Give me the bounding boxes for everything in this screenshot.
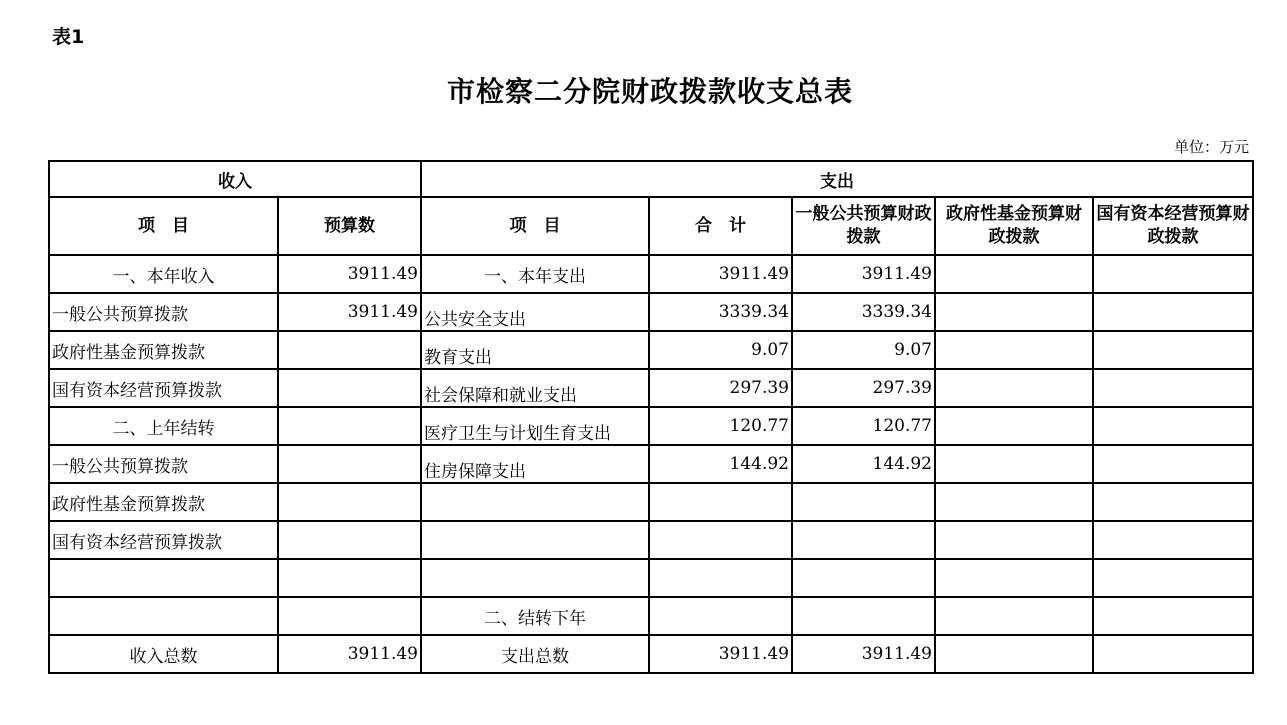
table-row xyxy=(49,597,1253,635)
gov-fund-cell xyxy=(935,483,1093,521)
income-amount-cell xyxy=(278,597,421,635)
income-item-cell: 政府性基金预算拨款 xyxy=(49,331,278,369)
general-budget-cell xyxy=(792,483,935,521)
income-item-cell xyxy=(49,597,278,635)
general-budget-cell xyxy=(792,521,935,559)
state-capital-cell xyxy=(1093,369,1253,407)
expense-total-cell xyxy=(649,483,792,521)
page-title: 市检察二分院财政拨款收支总表 xyxy=(446,75,853,108)
gov-fund-cell xyxy=(935,407,1093,445)
state-capital-cell xyxy=(1093,597,1253,635)
income-amount-cell xyxy=(278,407,421,445)
table-row xyxy=(49,445,1253,483)
general-budget-cell: 297.39 xyxy=(792,369,935,407)
header-row-columns xyxy=(49,197,1253,255)
gov-fund-cell xyxy=(935,369,1093,407)
general-budget-cell: 3339.34 xyxy=(792,293,935,331)
expense-item-cell: 教育支出 xyxy=(421,331,649,369)
income-amount-cell xyxy=(278,483,421,521)
state-capital-cell xyxy=(1093,255,1253,293)
state-capital-cell xyxy=(1093,407,1253,445)
income-amount-cell xyxy=(278,331,421,369)
income-item-cell: 国有资本经营预算拨款 xyxy=(49,521,278,559)
income-amount-cell xyxy=(278,369,421,407)
table-row xyxy=(49,521,1253,559)
table-row-total xyxy=(49,635,1253,673)
expense-total-cell: 9.07 xyxy=(649,331,792,369)
expense-total-amount: 3911.49 xyxy=(649,635,792,673)
general-budget-cell: 144.92 xyxy=(792,445,935,483)
expense-header: 支出 xyxy=(421,161,1253,197)
header-row-group xyxy=(49,161,1253,197)
expense-item-cell: 社会保障和就业支出 xyxy=(421,369,649,407)
state-capital-total xyxy=(1093,635,1253,673)
general-budget-cell: 3911.49 xyxy=(792,255,935,293)
state-capital-cell xyxy=(1093,331,1253,369)
gov-fund-cell xyxy=(935,559,1093,597)
table-row xyxy=(49,407,1253,445)
expense-item-cell: 医疗卫生与计划生育支出 xyxy=(421,407,649,445)
gov-fund-cell xyxy=(935,445,1093,483)
expense-item-cell xyxy=(421,483,649,521)
income-amount-cell xyxy=(278,521,421,559)
gov-fund-cell xyxy=(935,521,1093,559)
expense-total-cell: 144.92 xyxy=(649,445,792,483)
table-row xyxy=(49,483,1253,521)
gov-fund-cell xyxy=(935,331,1093,369)
general-budget-header: 一般公共预算财政拨款 xyxy=(792,197,935,255)
state-capital-cell xyxy=(1093,445,1253,483)
general-budget-cell: 9.07 xyxy=(792,331,935,369)
income-item-cell: 政府性基金预算拨款 xyxy=(49,483,278,521)
income-item-cell: 一般公共预算拨款 xyxy=(49,293,278,331)
table-row xyxy=(49,331,1253,369)
gov-fund-cell xyxy=(935,293,1093,331)
expense-total-cell: 3911.49 xyxy=(649,255,792,293)
expense-total-header: 合 计 xyxy=(649,197,792,255)
general-budget-cell xyxy=(792,597,935,635)
income-amount-cell: 3911.49 xyxy=(278,293,421,331)
budget-summary-table xyxy=(48,160,1254,674)
income-amount-cell xyxy=(278,559,421,597)
gov-fund-cell xyxy=(935,255,1093,293)
expense-item-cell: 一、本年支出 xyxy=(421,255,649,293)
expense-total-cell: 120.77 xyxy=(649,407,792,445)
expense-item-cell: 住房保障支出 xyxy=(421,445,649,483)
state-capital-header: 国有资本经营预算财政拨款 xyxy=(1093,197,1253,255)
state-capital-cell xyxy=(1093,521,1253,559)
gov-fund-header: 政府性基金预算财政拨款 xyxy=(935,197,1093,255)
table-row xyxy=(49,255,1253,293)
expense-total-cell: 297.39 xyxy=(649,369,792,407)
table-label: 表1 xyxy=(52,26,85,48)
income-item-header: 项 目 xyxy=(49,197,278,255)
gov-fund-cell xyxy=(935,597,1093,635)
income-amount-cell xyxy=(278,445,421,483)
state-capital-cell xyxy=(1093,559,1253,597)
expense-total-cell xyxy=(649,559,792,597)
income-header: 收入 xyxy=(49,161,421,197)
income-budget-header: 预算数 xyxy=(278,197,421,255)
state-capital-cell xyxy=(1093,483,1253,521)
general-budget-cell xyxy=(792,559,935,597)
table-row xyxy=(49,369,1253,407)
income-total-amount: 3911.49 xyxy=(278,635,421,673)
general-budget-cell: 120.77 xyxy=(792,407,935,445)
expense-total-cell xyxy=(649,597,792,635)
expense-total-label: 支出总数 xyxy=(421,635,649,673)
state-capital-cell xyxy=(1093,293,1253,331)
income-item-cell: 二、上年结转 xyxy=(49,407,278,445)
unit-label: 单位：万元 xyxy=(1173,138,1249,156)
table-row xyxy=(49,559,1253,597)
expense-item-cell xyxy=(421,559,649,597)
income-total-label: 收入总数 xyxy=(49,635,278,673)
gov-fund-total xyxy=(935,635,1093,673)
expense-item-cell: 公共安全支出 xyxy=(421,293,649,331)
income-item-cell: 一般公共预算拨款 xyxy=(49,445,278,483)
expense-total-cell: 3339.34 xyxy=(649,293,792,331)
general-budget-total: 3911.49 xyxy=(792,635,935,673)
expense-item-header: 项 目 xyxy=(421,197,649,255)
table-row xyxy=(49,293,1253,331)
expense-item-cell xyxy=(421,521,649,559)
income-amount-cell: 3911.49 xyxy=(278,255,421,293)
income-item-cell xyxy=(49,559,278,597)
income-item-cell: 一、本年收入 xyxy=(49,255,278,293)
expense-total-cell xyxy=(649,521,792,559)
income-item-cell: 国有资本经营预算拨款 xyxy=(49,369,278,407)
expense-item-cell: 二、结转下年 xyxy=(421,597,649,635)
